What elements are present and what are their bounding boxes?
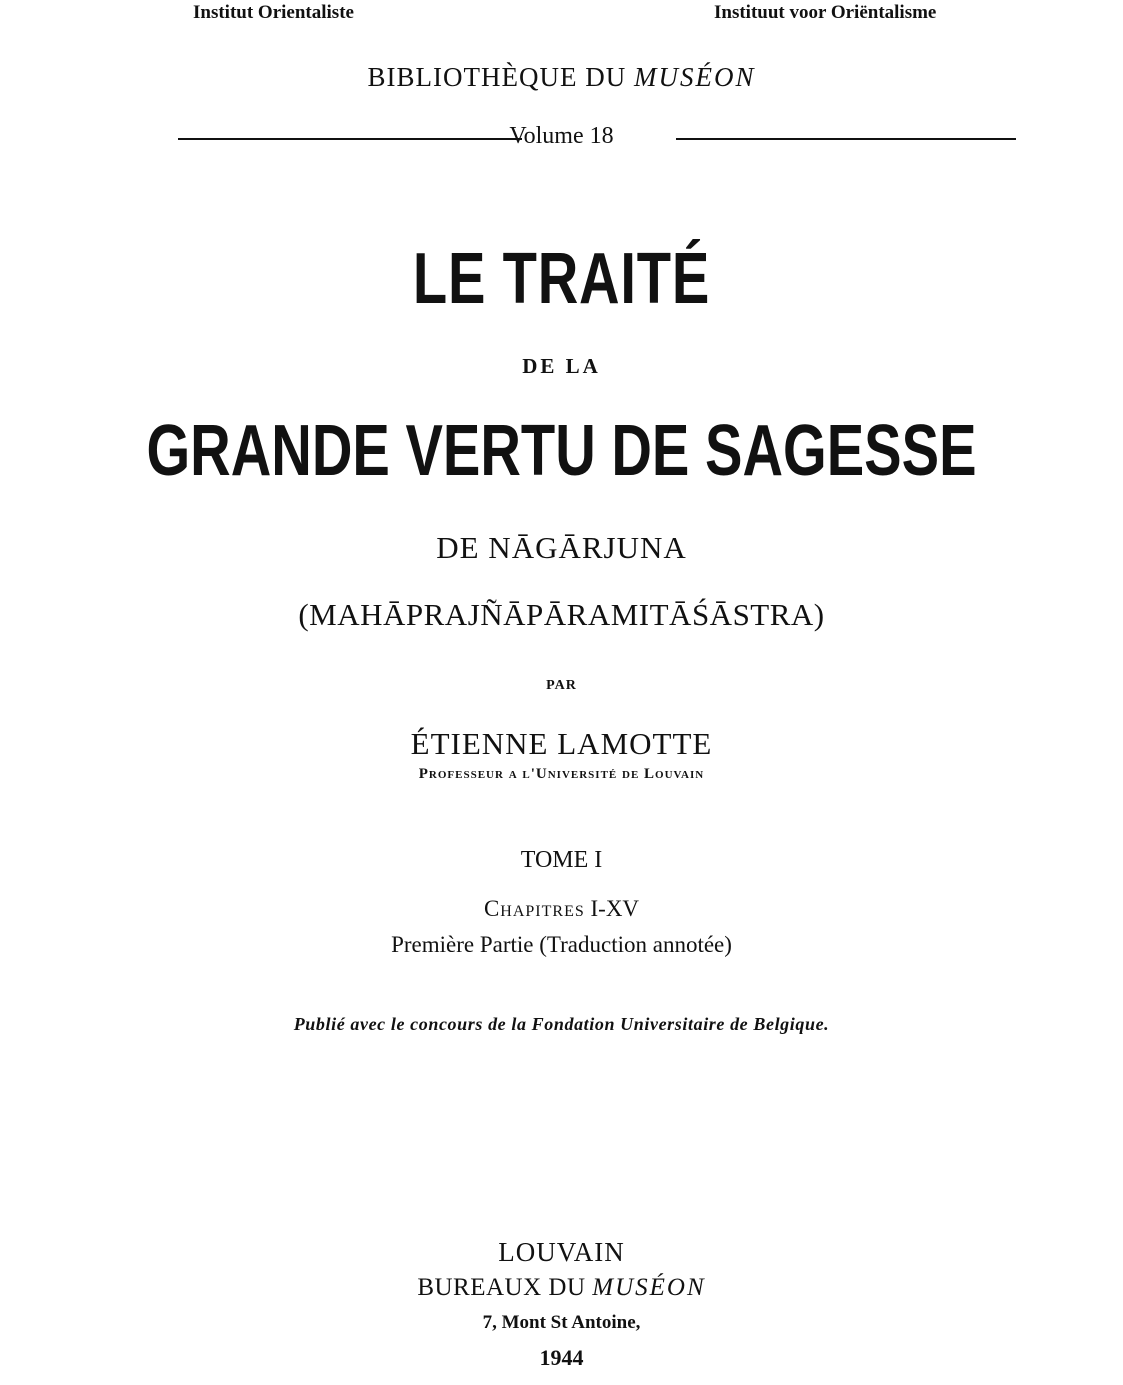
chapters-range: I-XV <box>590 896 640 921</box>
publisher-prefix: BUREAUX DU <box>417 1274 586 1301</box>
chapters-label <box>0 896 1123 922</box>
institute-left: Institut Orientaliste <box>193 2 354 23</box>
main-title: LE TRAITÉ <box>412 239 711 319</box>
rule-right <box>676 138 1016 140</box>
chapters-word: Chapitres <box>483 896 585 921</box>
translator-position: Professeur a l'Université de Louvain <box>418 766 705 782</box>
funding-note: Publié avec le concours de la Fondation Universitaire de Belgique. <box>293 1014 830 1034</box>
by-label: PAR <box>546 678 577 693</box>
translator-name: ÉTIENNE LAMOTTE <box>410 726 713 761</box>
imprint-publisher <box>0 1274 1123 1302</box>
institute-right: Instituut voor Oriëntalisme <box>714 2 937 23</box>
imprint-year: 1944 <box>539 1345 584 1370</box>
series-name: MUSÉON <box>633 62 756 92</box>
main-subtitle: GRANDE VERTU DE SAGESSE <box>146 411 977 491</box>
tome-label: TOME I <box>520 847 603 873</box>
series-prefix: BIBLIOTHÈQUE DU <box>367 62 627 92</box>
volume-label: Volume 18 <box>509 123 614 149</box>
series-title <box>0 62 1123 93</box>
imprint-city: LOUVAIN <box>498 1237 625 1267</box>
publisher-name: MUSÉON <box>592 1274 706 1301</box>
sanskrit-title: (MAHĀPRAJÑĀPĀRAMITĀŚĀSTRA) <box>298 597 825 632</box>
title-connector: DE LA <box>522 354 601 378</box>
imprint-address: 7, Mont St Antoine, <box>482 1312 641 1333</box>
work-author: DE NĀGĀRJUNA <box>436 530 687 565</box>
part-label: Première Partie (Traduction annotée) <box>391 932 732 957</box>
